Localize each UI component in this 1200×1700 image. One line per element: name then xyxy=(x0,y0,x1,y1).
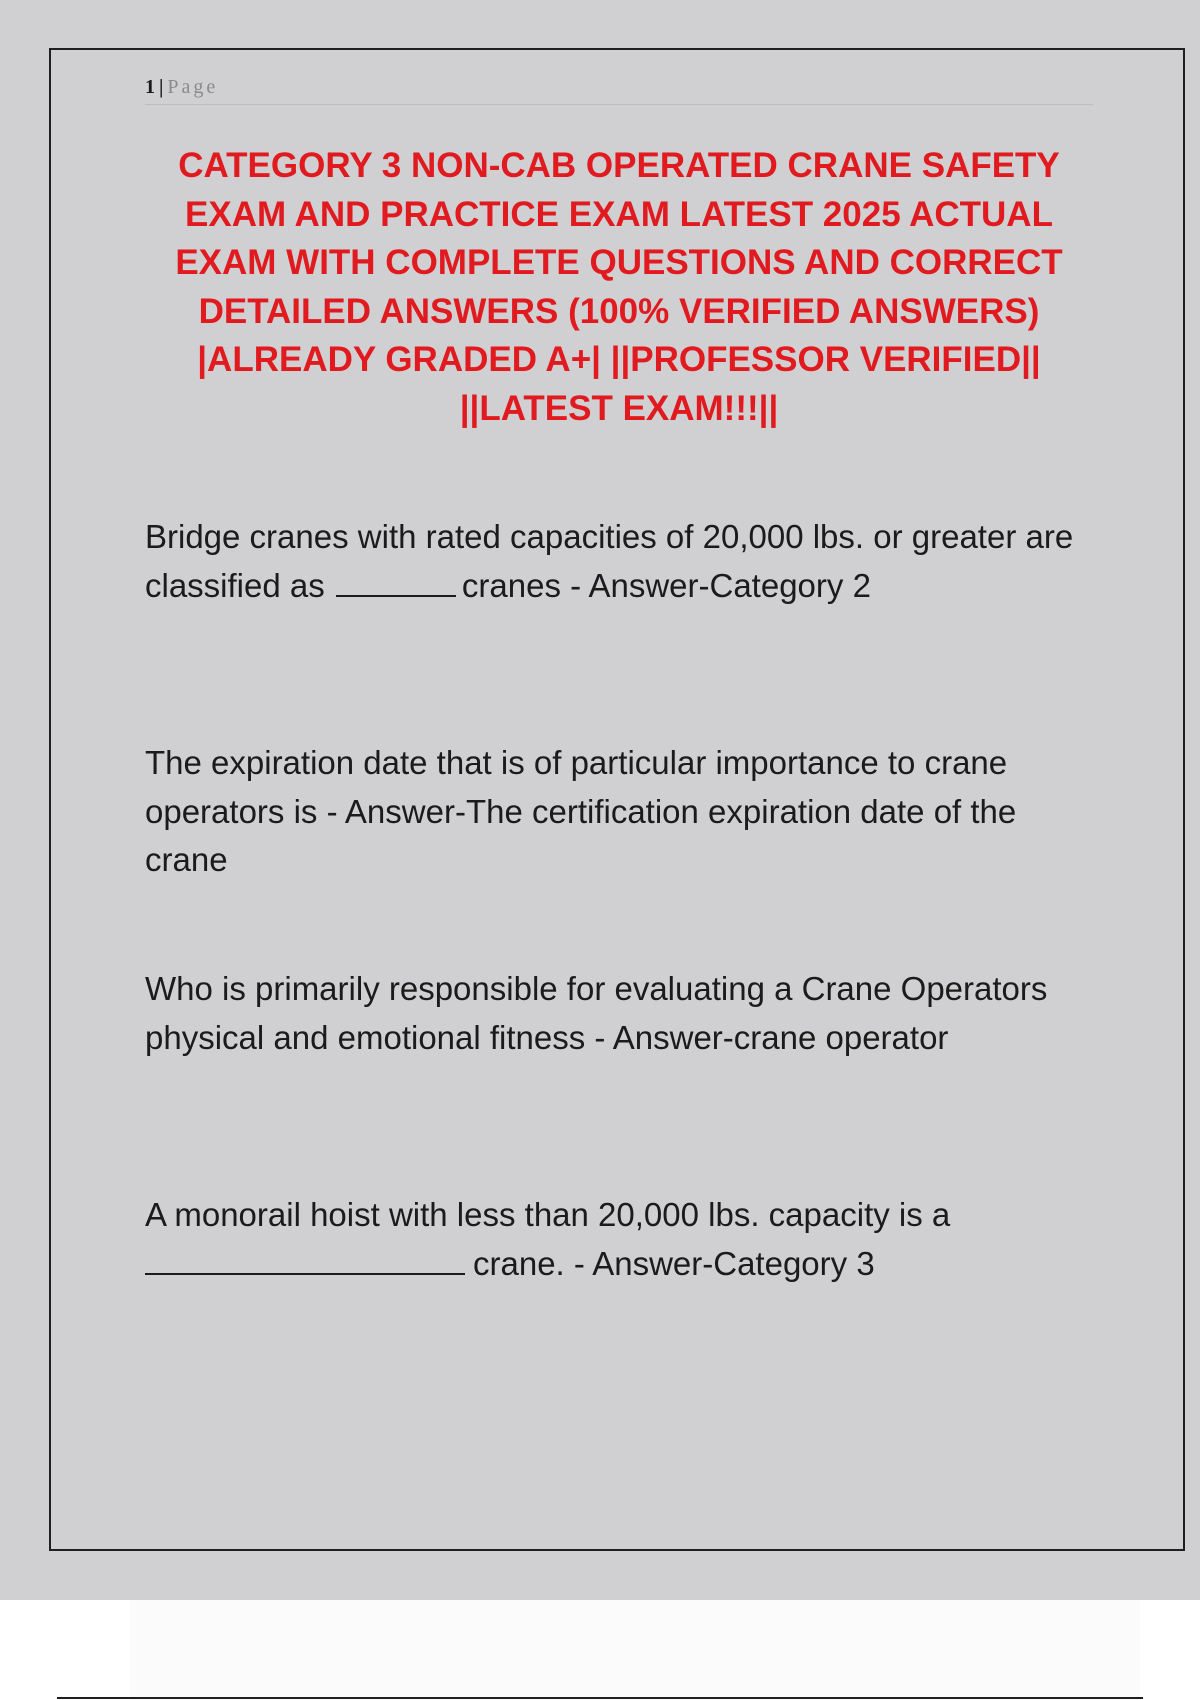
page-header xyxy=(145,73,1093,105)
question-item xyxy=(145,513,1085,610)
page-separator: | xyxy=(159,76,164,98)
question-text: Bridge cranes with rated capacities of 20,000 lbs. or greater are classified as xyxy=(145,518,1074,604)
fill-in-blank xyxy=(336,567,456,597)
question-text: The expiration date that is of particular importance to crane operators is - Answer-The certification expiration date of the crane xyxy=(145,744,1017,878)
question-item xyxy=(145,1191,1085,1288)
question-text: A monorail hoist with less than 20,000 lbs. capacity is a xyxy=(145,1196,951,1233)
page-label: Page xyxy=(167,76,219,98)
next-page-preview xyxy=(130,1600,1140,1700)
question-item xyxy=(145,965,1085,1062)
page-number: 1 xyxy=(145,76,155,98)
question-answer-text: crane. - Answer-Category 3 xyxy=(473,1244,875,1282)
document-title: CATEGORY 3 NON-CAB OPERATED CRANE SAFETY EXAM AND PRACTICE EXAM LATEST 2025 ACTUAL EXAM WITH COMPLETE QUESTIONS AND CORRECT DETAILED ANSWERS (100% VERIFIED ANSWERS) |ALREADY GRADED A+| ||PROFESSOR VERIFIED|| ||LATEST EXAM!!!|| xyxy=(175,146,1063,428)
fill-in-blank xyxy=(145,1245,465,1275)
question-answer-text: cranes - Answer-Category 2 xyxy=(461,566,871,604)
bottom-divider xyxy=(57,1697,1143,1699)
question-text: Who is primarily responsible for evaluating a Crane Operators physical and emotional fitness - Answer-crane operator xyxy=(145,970,1048,1056)
question-item xyxy=(145,739,1085,885)
